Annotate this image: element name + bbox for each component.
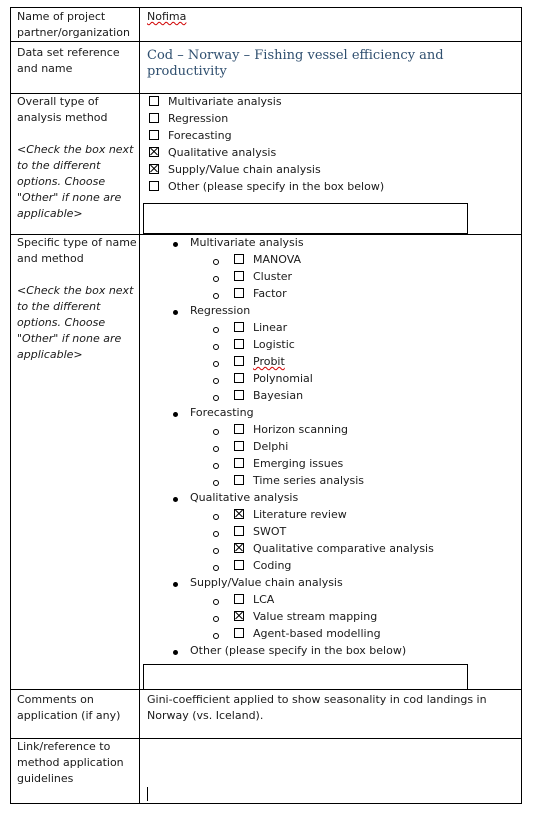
option-row[interactable] — [234, 389, 303, 402]
option-label: Agent-based modelling — [253, 627, 381, 640]
specific-label-text: Specific type of name and method — [17, 236, 137, 265]
bullet-icon — [173, 412, 178, 417]
table-border-top — [10, 7, 522, 8]
option-label: Delphi — [253, 440, 289, 453]
circle-bullet-icon — [213, 259, 219, 265]
checkbox-icon[interactable] — [234, 526, 244, 536]
option-label: SWOT — [253, 525, 287, 538]
group-label: Qualitative analysis — [190, 491, 299, 504]
option-label: Qualitative comparative analysis — [253, 542, 434, 555]
option-label: Coding — [253, 559, 292, 572]
option-row[interactable] — [234, 440, 288, 453]
checkbox-icon[interactable] — [234, 594, 244, 604]
bullet-icon — [173, 650, 178, 655]
option-row[interactable] — [149, 146, 276, 159]
option-row[interactable] — [149, 180, 384, 193]
specific-hint: <Check the box next to the different options. Choose "Other" if none are applicable> — [17, 284, 134, 361]
text-cursor — [147, 787, 148, 801]
circle-bullet-icon — [213, 531, 219, 537]
option-row[interactable] — [234, 355, 285, 368]
option-label: Forecasting — [168, 129, 232, 142]
checkbox-icon[interactable] — [234, 441, 244, 451]
option-row[interactable] — [234, 457, 343, 470]
option-label: Linear — [253, 321, 288, 334]
bullet-icon — [173, 242, 178, 247]
other-label: Other (please specify in the box below) — [190, 644, 407, 657]
option-row[interactable] — [234, 423, 348, 436]
option-row[interactable] — [234, 253, 301, 266]
dataset-value[interactable]: Cod – Norway – Fishing vessel efficiency and productivity — [147, 48, 444, 79]
checkbox-icon[interactable] — [234, 339, 244, 349]
checked-checkbox-icon[interactable] — [149, 164, 159, 174]
circle-bullet-icon — [213, 599, 219, 605]
option-row[interactable] — [234, 559, 291, 572]
circle-bullet-icon — [213, 361, 219, 367]
circle-bullet-icon — [213, 480, 219, 486]
checked-checkbox-icon[interactable] — [234, 611, 244, 621]
checkbox-icon[interactable] — [149, 130, 159, 140]
option-label: Polynomial — [253, 372, 313, 385]
option-row[interactable] — [234, 627, 381, 640]
option-row[interactable] — [234, 542, 434, 555]
option-row[interactable] — [149, 95, 282, 108]
circle-bullet-icon — [213, 463, 219, 469]
circle-bullet-icon — [213, 565, 219, 571]
option-label: Horizon scanning — [253, 423, 349, 436]
option-label: Cluster — [253, 270, 293, 283]
overall-other-input[interactable] — [143, 203, 468, 234]
link-label: Link/reference to method application guidelines — [17, 740, 124, 785]
option-label: Multivariate analysis — [168, 95, 282, 108]
option-label: Other (please specify in the box below) — [168, 180, 385, 193]
option-row[interactable] — [234, 508, 347, 521]
group-label: Multivariate analysis — [190, 236, 304, 249]
partner-value-text: Nofima — [147, 10, 187, 23]
option-row[interactable] — [234, 270, 292, 283]
bullet-icon — [173, 310, 178, 315]
checkbox-icon[interactable] — [234, 458, 244, 468]
option-label: Literature review — [253, 508, 347, 521]
checkbox-icon[interactable] — [234, 288, 244, 298]
option-row[interactable] — [234, 338, 295, 351]
table-border-left — [10, 7, 11, 804]
option-label: Regression — [168, 112, 229, 125]
option-label: Value stream mapping — [253, 610, 378, 623]
row-divider — [10, 41, 522, 42]
option-row[interactable] — [234, 474, 364, 487]
option-row[interactable] — [234, 321, 287, 334]
circle-bullet-icon — [213, 548, 219, 554]
checked-checkbox-icon[interactable] — [234, 543, 244, 553]
method-table — [10, 7, 522, 804]
link-value[interactable] — [147, 742, 517, 800]
circle-bullet-icon — [213, 633, 219, 639]
circle-bullet-icon — [213, 429, 219, 435]
specific-other-input[interactable] — [143, 664, 468, 690]
overall-label — [17, 94, 137, 222]
checkbox-icon[interactable] — [234, 373, 244, 383]
option-row[interactable] — [149, 129, 232, 142]
option-row[interactable] — [234, 287, 287, 300]
checkbox-icon[interactable] — [234, 271, 244, 281]
checkbox-icon[interactable] — [234, 560, 244, 570]
bullet-icon — [173, 582, 178, 587]
group-label: Regression — [190, 304, 251, 317]
checkbox-icon[interactable] — [149, 181, 159, 191]
comments-label: Comments on application (if any) — [17, 693, 121, 722]
dataset-label: Data set reference and name — [17, 46, 120, 75]
column-divider — [139, 7, 140, 804]
option-row[interactable] — [149, 112, 228, 125]
specific-label — [17, 235, 137, 363]
overall-hint: <Check the box next to the different options. Choose "Other" if none are applicable> — [17, 143, 134, 220]
circle-bullet-icon — [213, 327, 219, 333]
option-label: Bayesian — [253, 389, 304, 402]
option-label: LCA — [253, 593, 275, 606]
overall-label-text: Overall type of analysis method — [17, 95, 108, 124]
bullet-icon — [173, 497, 178, 502]
checkbox-icon[interactable] — [234, 424, 244, 434]
table-border-bottom — [10, 803, 522, 804]
option-label: Probit — [253, 355, 285, 368]
option-label: Logistic — [253, 338, 295, 351]
option-row[interactable] — [234, 593, 274, 606]
option-label: Emerging issues — [253, 457, 344, 470]
partner-label: Name of project partner/organization — [17, 10, 130, 39]
partner-value[interactable] — [147, 9, 517, 25]
group-label: Supply/Value chain analysis — [190, 576, 343, 589]
checkbox-icon[interactable] — [149, 96, 159, 106]
circle-bullet-icon — [213, 293, 219, 299]
option-label: MANOVA — [253, 253, 302, 266]
option-label: Supply/Value chain analysis — [168, 163, 321, 176]
option-row[interactable] — [234, 610, 377, 623]
circle-bullet-icon — [213, 446, 219, 452]
checkbox-icon[interactable] — [234, 254, 244, 264]
circle-bullet-icon — [213, 616, 219, 622]
checkbox-icon[interactable] — [234, 390, 244, 400]
option-row[interactable] — [234, 525, 286, 538]
circle-bullet-icon — [213, 276, 219, 282]
option-label: Factor — [253, 287, 287, 300]
circle-bullet-icon — [213, 395, 219, 401]
circle-bullet-icon — [213, 514, 219, 520]
checkbox-icon[interactable] — [149, 113, 159, 123]
option-row[interactable] — [234, 372, 313, 385]
option-row[interactable] — [149, 163, 321, 176]
option-label: Qualitative analysis — [168, 146, 277, 159]
checked-checkbox-icon[interactable] — [234, 509, 244, 519]
comments-value[interactable]: Gini-coefficient applied to show seasonality in cod landings in Norway (vs. Iceland). — [147, 693, 487, 722]
checkbox-icon[interactable] — [234, 322, 244, 332]
checkbox-icon[interactable] — [234, 475, 244, 485]
group-label: Forecasting — [190, 406, 254, 419]
checkbox-icon[interactable] — [234, 628, 244, 638]
circle-bullet-icon — [213, 378, 219, 384]
checked-checkbox-icon[interactable] — [149, 147, 159, 157]
table-border-right — [521, 7, 522, 804]
circle-bullet-icon — [213, 344, 219, 350]
checkbox-icon[interactable] — [234, 356, 244, 366]
option-label: Time series analysis — [253, 474, 365, 487]
